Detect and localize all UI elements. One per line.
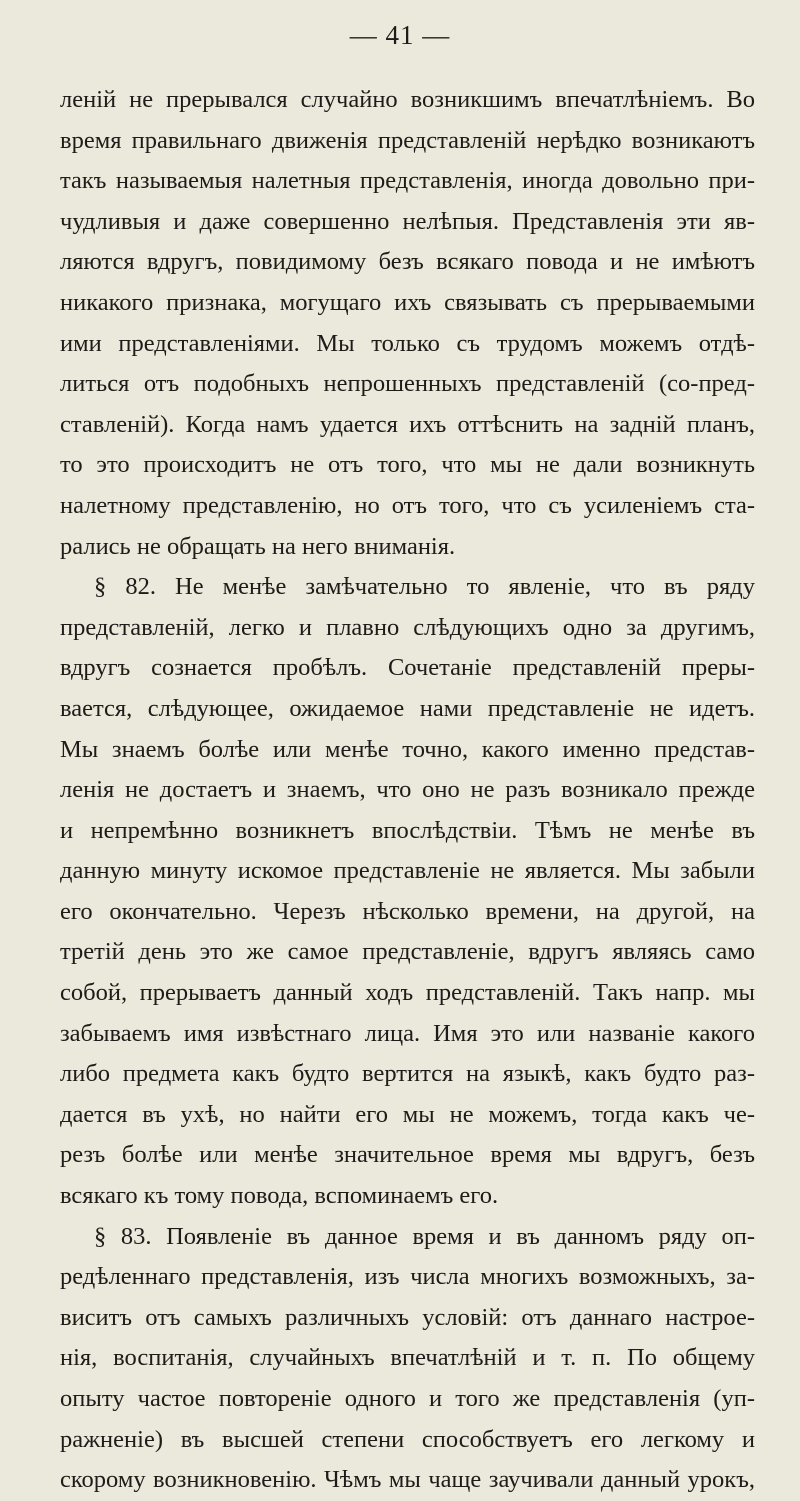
text-line: забываемъ имя извѣстнаго лица. Имя это или названіе какого <box>60 1019 755 1047</box>
text-line: леній не прерывался случайно возникшимъ впечатлѣніемъ. Во <box>60 86 755 113</box>
text-line: время правильнаго движенія представленій нерѣдко возникаютъ <box>60 126 755 154</box>
text-line: редѣленнаго представленія, изъ числа многихъ возможныхъ, за- <box>60 1263 755 1291</box>
text-line: скорому возникновенію. Чѣмъ мы чаще заучивали данный урокъ, <box>60 1466 755 1494</box>
section-83-heading-line: § 83. Появленіе въ данное время и въ данномъ ряду оп- <box>94 1222 755 1250</box>
body-text <box>60 80 755 1501</box>
text-line: третій день это же самое представленіе, вдругъ являясь само <box>60 938 755 966</box>
text-line: ражненіе) въ высшей степени способствуетъ его легкому и <box>60 1425 755 1453</box>
text-line: опыту частое повтореніе одного и того же представленія (уп- <box>60 1385 755 1412</box>
text-line: Мы знаемъ болѣе или менѣе точно, какого именно представ- <box>60 735 755 763</box>
text-line: ими представленіями. Мы только съ трудомъ можемъ отдѣ- <box>60 329 755 357</box>
text-line: вается, слѣдующее, ожидаемое нами представленіе не идетъ. <box>60 694 755 722</box>
text-line: его окончательно. Черезъ нѣсколько времени, на другой, на <box>60 897 755 925</box>
text-line: налетному представленію, но отъ того, что съ усиленіемъ ста- <box>60 491 755 519</box>
text-line: такъ называемыя налетныя представленія, иногда довольно при- <box>60 167 755 195</box>
text-line: ставленій). Когда намъ удается ихъ оттѣснить на задній планъ, <box>60 410 755 438</box>
text-line: литься отъ подобныхъ непрошенныхъ представленій (со-пред- <box>60 370 755 398</box>
paragraph-end-line: всякаго къ тому повода, вспоминаемъ его. <box>60 1182 499 1210</box>
text-line: дается въ ухѣ, но найти его мы не можемъ, тогда какъ че- <box>60 1100 755 1128</box>
page-number: — 41 — <box>349 20 451 50</box>
text-line: ленія не достаетъ и знаемъ, что оно не разъ возникало прежде <box>60 776 755 804</box>
text-line: нія, воспитанія, случайныхъ впечатлѣній и т. п. По общему <box>60 1344 755 1372</box>
paragraph-end-line: рались не обращать на него вниманія. <box>60 532 456 560</box>
text-line: резъ болѣе или менѣе значительное время мы вдругъ, безъ <box>60 1141 755 1169</box>
text-line: либо предмета какъ будто вертится на языкѣ, какъ будто раз- <box>60 1060 755 1088</box>
text-line: никакого признака, могущаго ихъ связывать съ прерываемыми <box>60 288 755 316</box>
text-line: вдругъ сознается пробѣлъ. Сочетаніе представленій преры- <box>60 654 755 682</box>
section-82-heading-line: § 82. Не менѣе замѣчательно то явленіе, что въ ряду <box>94 573 755 601</box>
text-line: ляются вдругъ, повидимому безъ всякаго повода и не имѣютъ <box>60 248 755 276</box>
text-line: данную минуту искомое представленіе не является. Мы забыли <box>60 857 755 885</box>
text-line: то это происходитъ не отъ того, что мы не дали возникнуть <box>60 451 755 479</box>
text-line: представленій, легко и плавно слѣдующихъ одно за другимъ, <box>60 613 755 641</box>
text-line: виситъ отъ самыхъ различныхъ условій: отъ даннаго настрое- <box>60 1303 755 1331</box>
text-line: и непремѣнно возникнетъ впослѣдствіи. Тѣмъ не менѣе въ <box>60 816 755 844</box>
text-line: собой, прерываетъ данный ходъ представленій. Такъ напр. мы <box>60 979 755 1007</box>
text-line: чудливыя и даже совершенно нелѣпыя. Представленія эти яв- <box>60 207 755 235</box>
